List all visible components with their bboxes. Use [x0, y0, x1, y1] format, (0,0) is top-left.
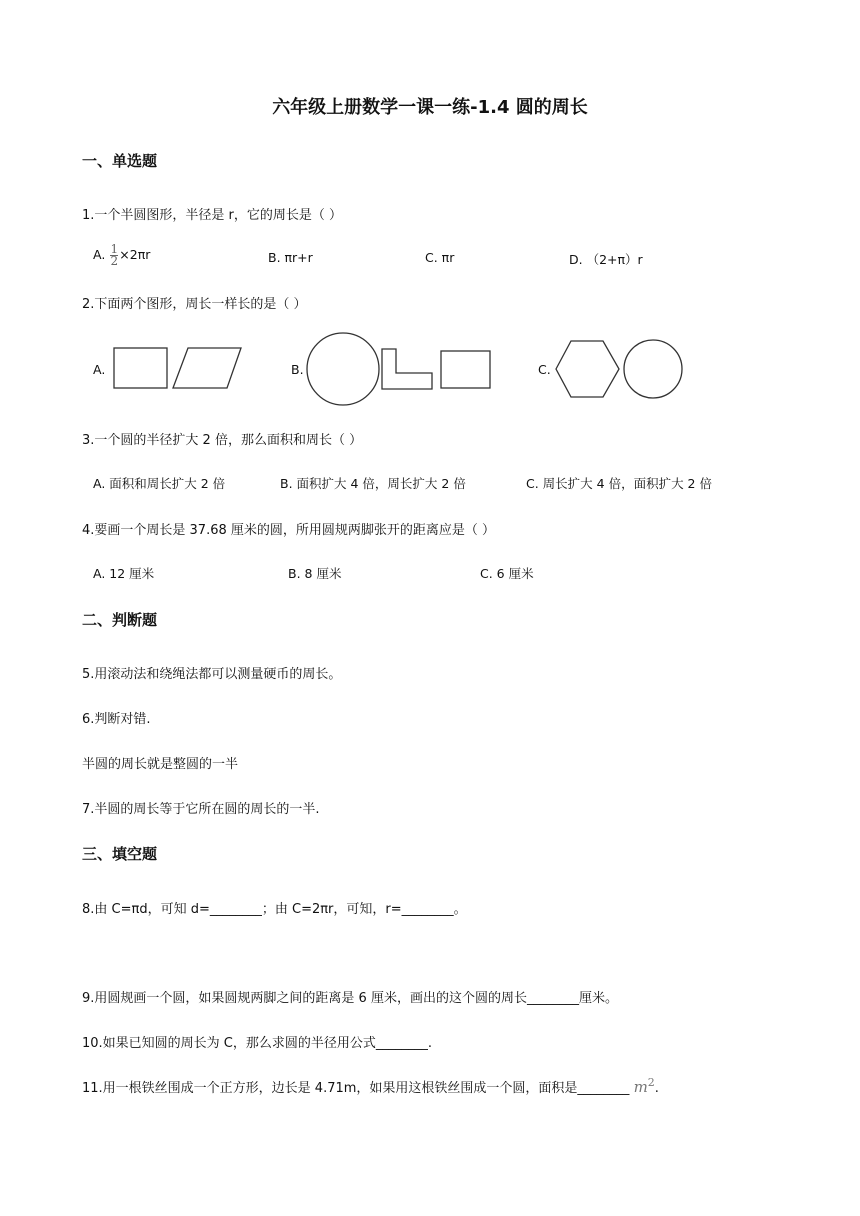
- page-title: 六年级上册数学一课一练-1.4 圆的周长: [272, 97, 588, 118]
- q3-option-a[interactable]: A. 面积和周长扩大 2 倍: [93, 476, 226, 491]
- one-half-fraction: [110, 244, 118, 267]
- parallelogram-shape: [173, 348, 241, 388]
- q1-option-a-prefix: A.: [93, 247, 110, 262]
- question-7: 7.半圆的周长等于它所在圆的周长的一半.: [82, 802, 320, 817]
- q1-option-a[interactable]: [93, 244, 150, 267]
- fraction-numerator: 1: [110, 242, 119, 256]
- question-11-text: 11.用一根铁丝围成一个正方形，边长是 4.71m，如果用这根铁丝围成一个圆，面积是________: [82, 1081, 634, 1096]
- circle-shape: [307, 333, 379, 405]
- question-11: [82, 1076, 659, 1096]
- q1-option-a-suffix: ×2πr: [119, 247, 151, 262]
- q2-option-c-shapes: [553, 335, 688, 405]
- question-6-statement: 半圆的周长就是整圆的一半: [82, 757, 239, 772]
- q4-option-b[interactable]: B. 8 厘米: [288, 566, 342, 581]
- q3-option-c[interactable]: C. 周长扩大 4 倍，面积扩大 2 倍: [526, 476, 712, 491]
- q2-option-a-shapes: [110, 345, 245, 391]
- q2-option-a-label[interactable]: A.: [93, 362, 106, 377]
- q4-option-c[interactable]: C. 6 厘米: [480, 566, 534, 581]
- question-4: 4.要画一个周长是 37.68 厘米的圆，所用圆规两脚张开的距离应是（ ）: [82, 523, 496, 538]
- q4-option-a[interactable]: A. 12 厘米: [93, 566, 155, 581]
- circle-shape: [624, 340, 682, 398]
- unit-letter: m: [633, 1078, 648, 1096]
- unit-exponent: 2: [647, 1076, 655, 1089]
- question-5: 5.用滚动法和绕绳法都可以测量硬币的周长。: [82, 667, 342, 682]
- question-2: 2.下面两个图形，周长一样长的是（ ）: [82, 297, 307, 312]
- q3-option-b[interactable]: B. 面积扩大 4 倍，周长扩大 2 倍: [280, 476, 466, 491]
- section-heading-single-choice: 一、单选题: [82, 152, 158, 170]
- q1-option-d[interactable]: D. （2+π）r: [569, 252, 643, 267]
- question-10: 10.如果已知圆的周长为 C，那么求圆的半径用公式________.: [82, 1036, 433, 1051]
- q1-option-c[interactable]: C. πr: [425, 250, 455, 265]
- section-heading-fill-blank: 三、填空题: [82, 845, 158, 863]
- q1-option-b[interactable]: B. πr+r: [268, 250, 313, 265]
- square-meter-unit: [634, 1078, 655, 1096]
- l-shape: [382, 349, 432, 389]
- question-3: 3.一个圆的半径扩大 2 倍，那么面积和周长（ ）: [82, 433, 363, 448]
- question-8: 8.由 C=πd，可知 d=________；由 C=2πr，可知，r=________。: [82, 902, 467, 917]
- fraction-denominator: 2: [110, 254, 119, 268]
- question-9: 9.用圆规画一个圆，如果圆规两脚之间的距离是 6 厘米，画出的这个圆的周长________厘米。: [82, 991, 618, 1006]
- section-heading-true-false: 二、判断题: [82, 611, 158, 629]
- question-1: 1.一个半圆图形，半径是 r，它的周长是（ ）: [82, 208, 343, 223]
- hexagon-shape: [556, 341, 619, 397]
- q2-option-b-label[interactable]: B.: [291, 362, 304, 377]
- question-6: 6.判断对错.: [82, 712, 151, 727]
- q2-option-c-label[interactable]: C.: [538, 362, 551, 377]
- q2-option-b-shapes: [300, 330, 495, 410]
- rectangle-shape: [441, 351, 490, 388]
- question-11-end: .: [654, 1081, 659, 1096]
- square-shape: [114, 348, 167, 388]
